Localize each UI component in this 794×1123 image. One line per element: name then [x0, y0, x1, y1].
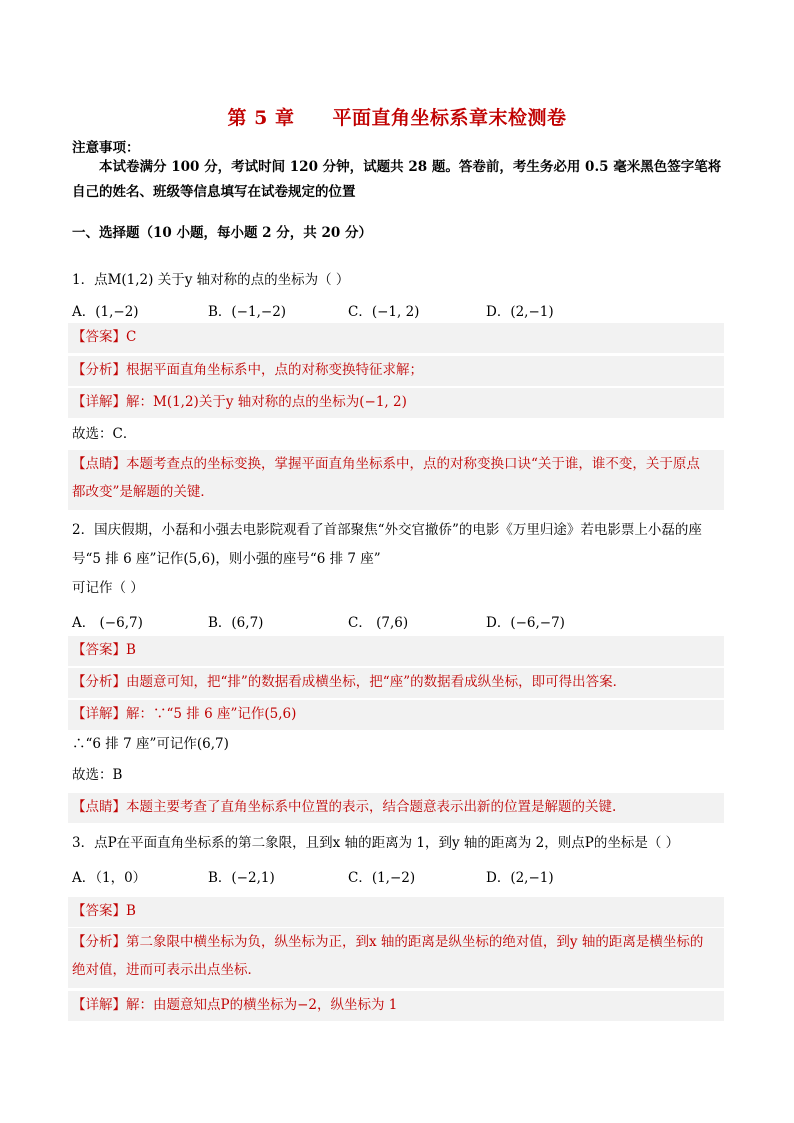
q3-detail	[68, 991, 724, 1021]
q3-option-d: D．(2,−1)	[486, 870, 554, 886]
q3-analysis-line2: 绝对值，进而可表示出点坐标．	[72, 962, 261, 978]
q1-analysis-text: 【分析】根据平面直角坐标系中，点的对称变换特征求解；	[72, 362, 423, 378]
q2-option-b: B．(6,7)	[208, 615, 264, 631]
q2-detail-cont	[68, 730, 724, 760]
q2-option-c: C． (7,6)	[348, 615, 409, 631]
document-title	[0, 103, 794, 130]
q3-answer	[68, 897, 724, 927]
q2-detail-line2: ∴“6 排 7 座”可记作(6,7)	[72, 736, 229, 752]
q3-option-c: C．(1,−2)	[348, 870, 416, 886]
q3-options	[72, 866, 724, 886]
notice-heading: 注意事项：	[72, 140, 140, 156]
q2-choose	[68, 761, 724, 791]
q3-analysis-line1: 【分析】第二象限中横坐标为负，纵坐标为正，到x 轴的距离是纵坐标的绝对值，到y 轴的距离是横坐标的	[72, 934, 704, 950]
q2-analysis-text: 【分析】由题意可知，把“排”的数据看成横坐标，把“座”的数据看成纵坐标，即可得出答案．	[72, 674, 627, 690]
q1-comment-line1: 【点睛】本题考查点的坐标变换，掌握平面直角坐标系中，点的对称变换口诀“关于谁，谁不变，关于原点	[72, 456, 700, 472]
q2-stem-line3: 可记作（ ）	[72, 580, 144, 596]
q1-detail	[68, 388, 724, 418]
q1-option-a: A．(1,−2)	[72, 304, 139, 320]
notice-body: 本试卷满分 100 分，考试时间 120 分钟，试题共 28 题。答卷前，考生务必用 0.5 毫米黑色签字笔将自己的姓名、班级等信息填写在试卷规定的位置	[72, 159, 722, 200]
q2-detail-line1: 【详解】解：∵“5 排 6 座”记作(5,6)	[72, 706, 297, 722]
section-heading: 一、选择题（10 小题，每小题 2 分，共 20 分）	[72, 225, 372, 241]
q1-choose	[68, 420, 724, 450]
q3-stem: 3．点P在平面直角坐标系的第二象限，且到x 轴的距离为 1，到y 轴的距离为 2，则点P的坐标是（ ）	[72, 835, 680, 851]
q1-analysis	[68, 356, 724, 386]
q3-detail-text: 【详解】解：由题意知点P的横坐标为−2，纵坐标为 1	[72, 997, 398, 1013]
q1-comment	[68, 450, 724, 510]
q2-answer	[68, 636, 724, 666]
q2-stem-line1: 2．国庆假期，小磊和小强去电影院观看了首部聚焦“外交官撤侨”的电影《万里归途》若电影票上小磊的座	[72, 522, 702, 538]
q2-comment-text: 【点睛】本题主要考查了直角坐标系中位置的表示，结合题意表示出新的位置是解题的关键.	[72, 799, 617, 815]
q1-answer-text: 【答案】C	[72, 329, 137, 345]
q2-answer-text: 【答案】B	[72, 642, 136, 658]
q2-choose-text: 故选：B	[72, 767, 123, 783]
chapter-name: 平面直角坐标系章末检测卷	[332, 107, 567, 129]
q1-option-c: C．(−1, 2)	[348, 304, 420, 320]
q3-analysis	[68, 928, 724, 988]
q3-option-a: A．（1，0）	[72, 870, 147, 886]
q2-detail	[68, 700, 724, 730]
q1-answer	[68, 323, 724, 353]
q1-stem: 1．点M(1,2) 关于y 轴对称的点的坐标为（ ）	[72, 272, 350, 288]
q2-stem	[72, 516, 724, 603]
q3-answer-text: 【答案】B	[72, 903, 136, 919]
q1-option-d: D．(2,−1)	[486, 304, 554, 320]
q1-detail-text: 【详解】解：M(1,2)关于y 轴对称的点的坐标为(−1, 2)	[72, 394, 407, 410]
q1-choose-text: 故选：C．	[72, 426, 137, 442]
q1-option-b: B．(−1,−2)	[208, 304, 287, 320]
q1-options	[72, 300, 724, 320]
q2-comment	[68, 793, 724, 823]
q2-analysis	[68, 668, 724, 698]
q2-stem-line2: 号“5 排 6 座”记作(5,6)，则小强的座号“6 排 7 座”	[72, 551, 381, 567]
q1-comment-line2: 都改变”是解题的关键．	[72, 484, 214, 500]
q2-options	[72, 611, 724, 631]
q2-option-a: A． (−6,7)	[72, 615, 143, 631]
q3-option-b: B．(−2,1)	[208, 870, 275, 886]
chapter-number: 第 5 章	[227, 107, 295, 129]
q2-option-d: D．(−6,−7)	[486, 615, 565, 631]
